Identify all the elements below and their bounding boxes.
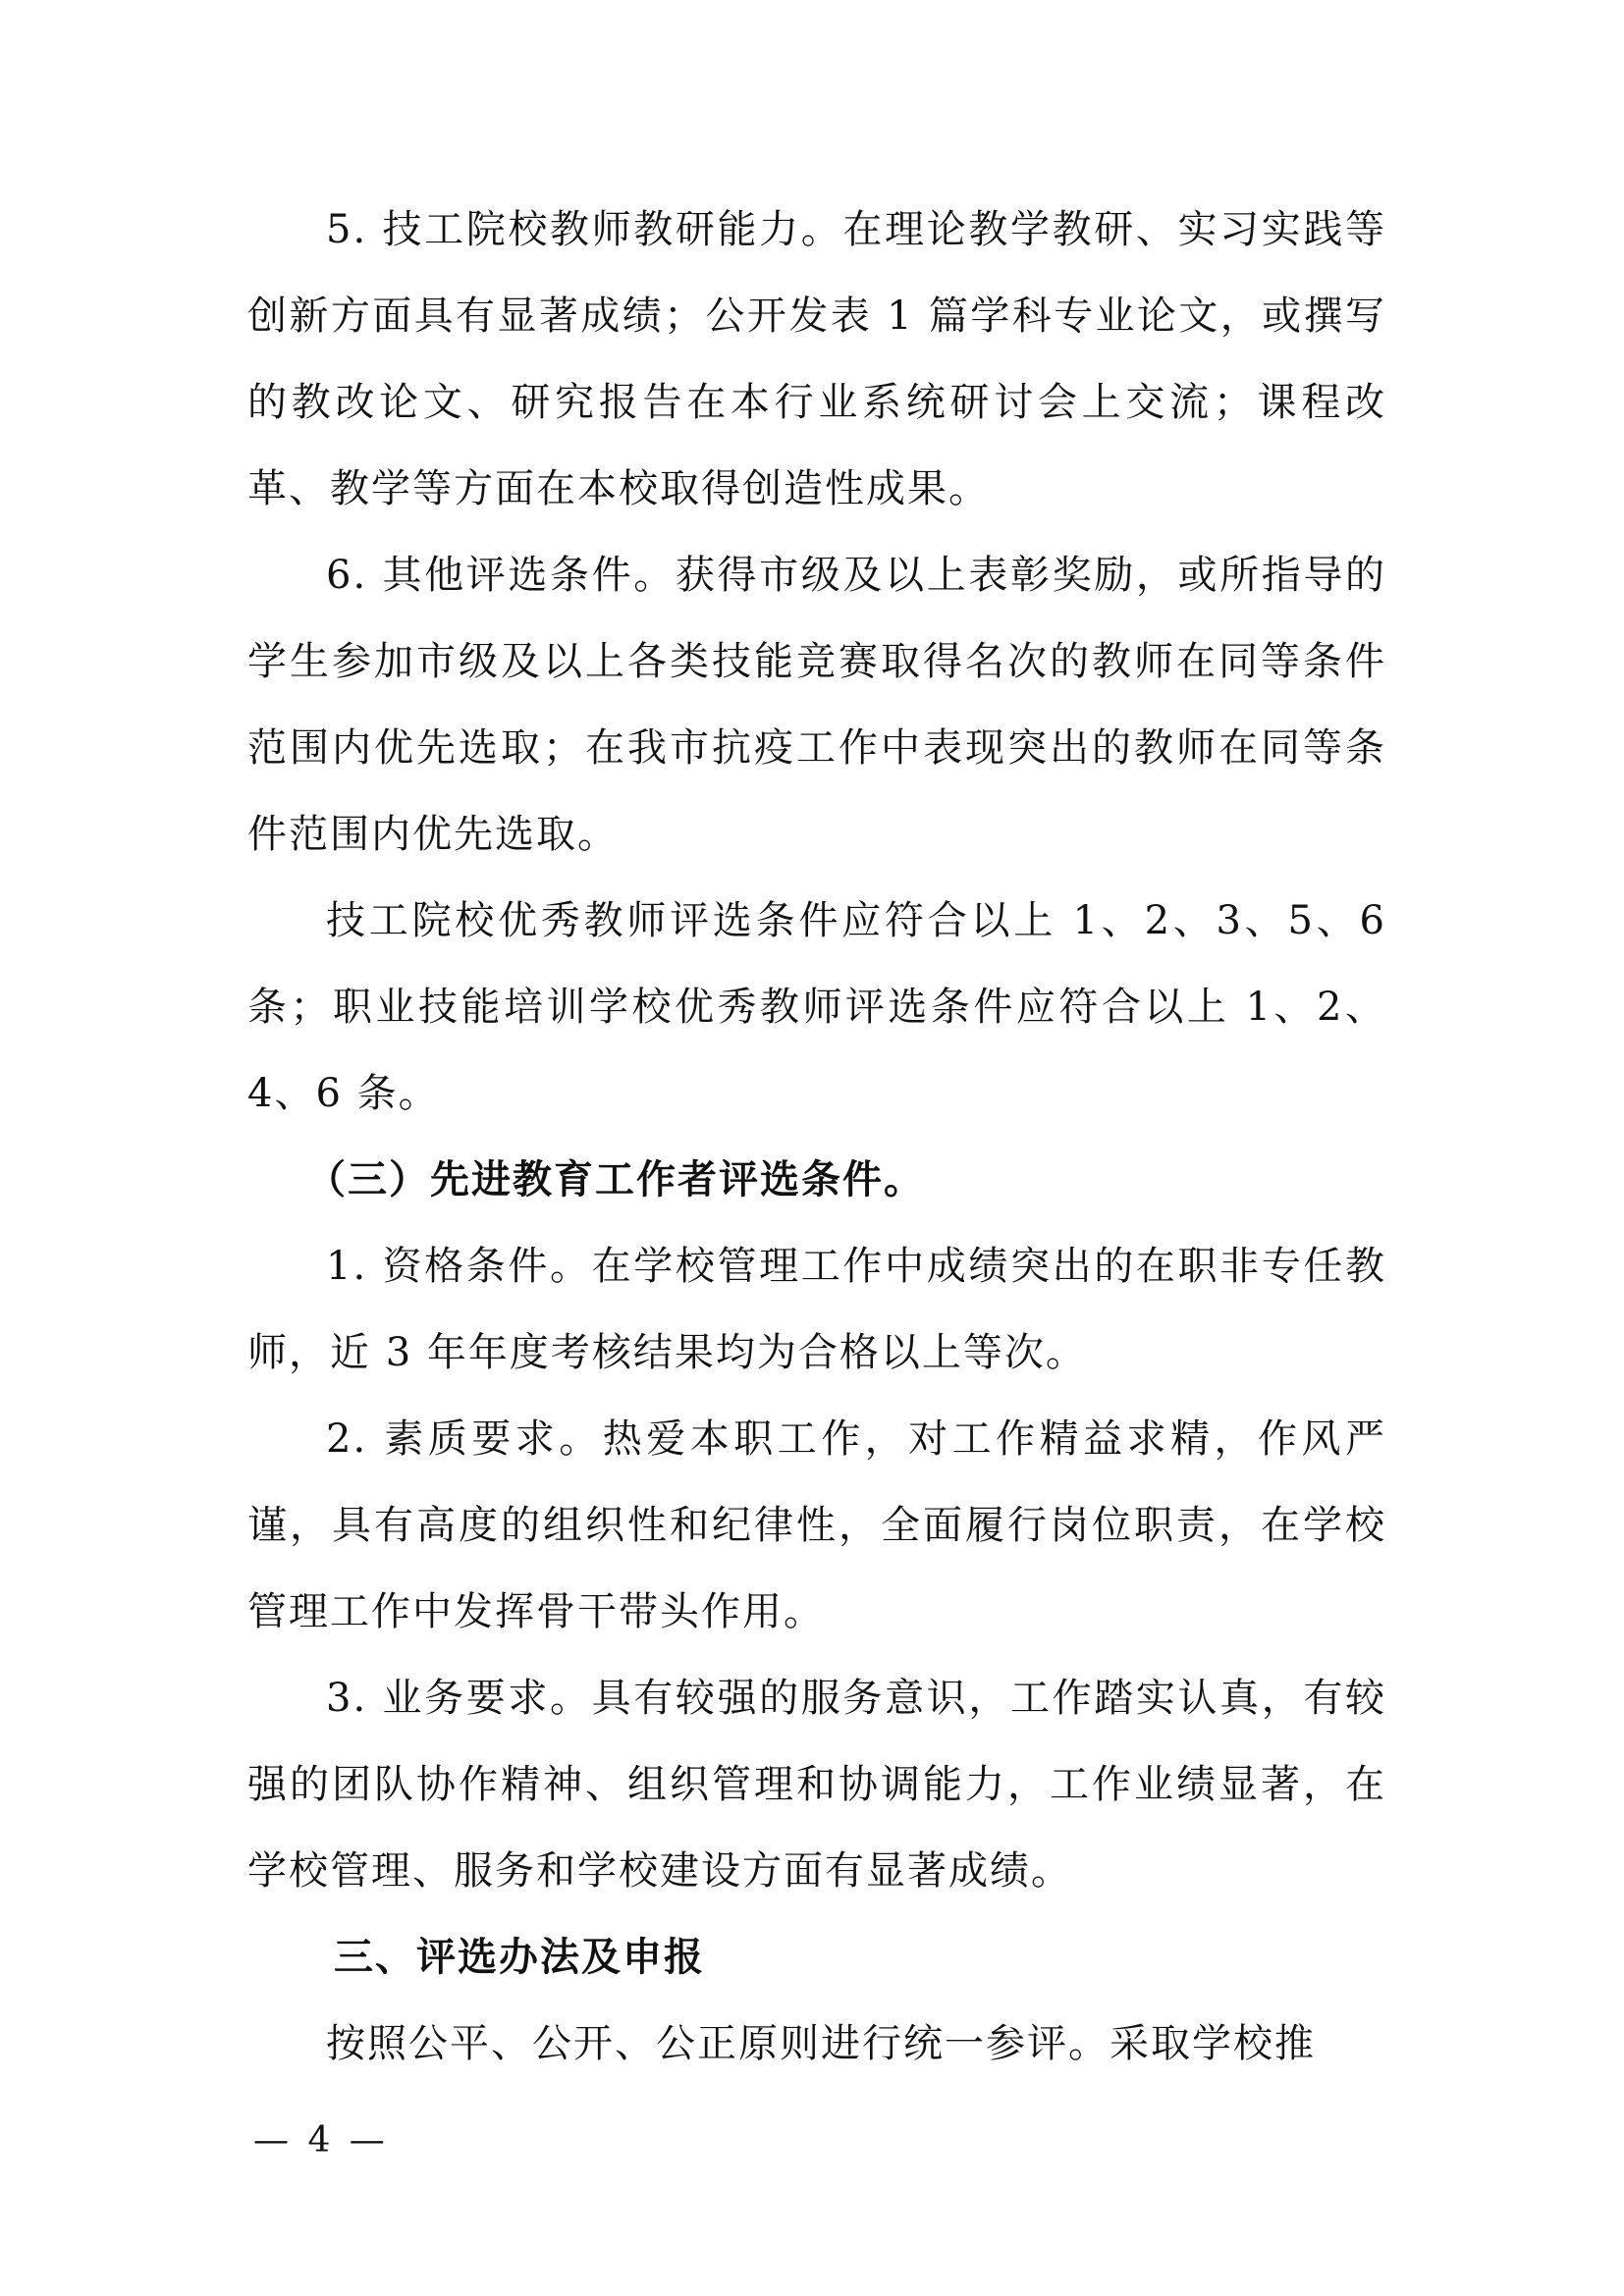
paragraph-quality-requirements: 2. 素质要求。热爱本职工作，对工作精益求精，作风严谨，具有高度的组织性和纪律性，全面履行岗位职责，在学校管理工作中发挥骨干带头作用。	[247, 1416, 1386, 1634]
section-heading-selection-method: 三、评选办法及申报	[334, 1934, 705, 1980]
paragraph-selection-principles: 按照公平、公开、公正原则进行统一参评。采取学校推	[326, 2021, 1316, 2066]
page-number: — 4 —	[253, 2120, 389, 2161]
document-page	[247, 187, 1386, 2087]
paragraph-teacher-research: 5. 技工院校教师教研能力。在理论教学教研、实习实践等创新方面具有显著成绩；公开发表 1 篇学科专业论文，或撰写的教改论文、研究报告在本行业系统研讨会上交流；课程改革、教学等方面在本校取得创造性成果。	[247, 207, 1386, 511]
paragraph-qualification: 1. 资格条件。在学校管理工作中成绩突出的在职非专任教师，近 3 年年度考核结果均为合格以上等次。	[247, 1244, 1386, 1375]
paragraph-criteria-summary: 技工院校优秀教师评选条件应符合以上 1、2、3、5、6 条；职业技能培训学校优秀教师评选条件应符合以上 1、2、4、6 条。	[247, 898, 1386, 1116]
paragraph-other-criteria: 6. 其他评选条件。获得市级及以上表彰奖励，或所指导的学生参加市级及以上各类技能竞赛取得名次的教师在同等条件范围内优先选取；在我市抗疫工作中表现突出的教师在同等条件范围内优先选取。	[247, 553, 1386, 857]
section-heading-advanced-workers: （三）先进教育工作者评选条件。	[306, 1156, 925, 1202]
paragraph-business-requirements: 3. 业务要求。具有较强的服务意识，工作踏实认真，有较强的团队协作精神、组织管理和协调能力，工作业绩显著，在学校管理、服务和学校建设方面有显著成绩。	[247, 1676, 1386, 1894]
